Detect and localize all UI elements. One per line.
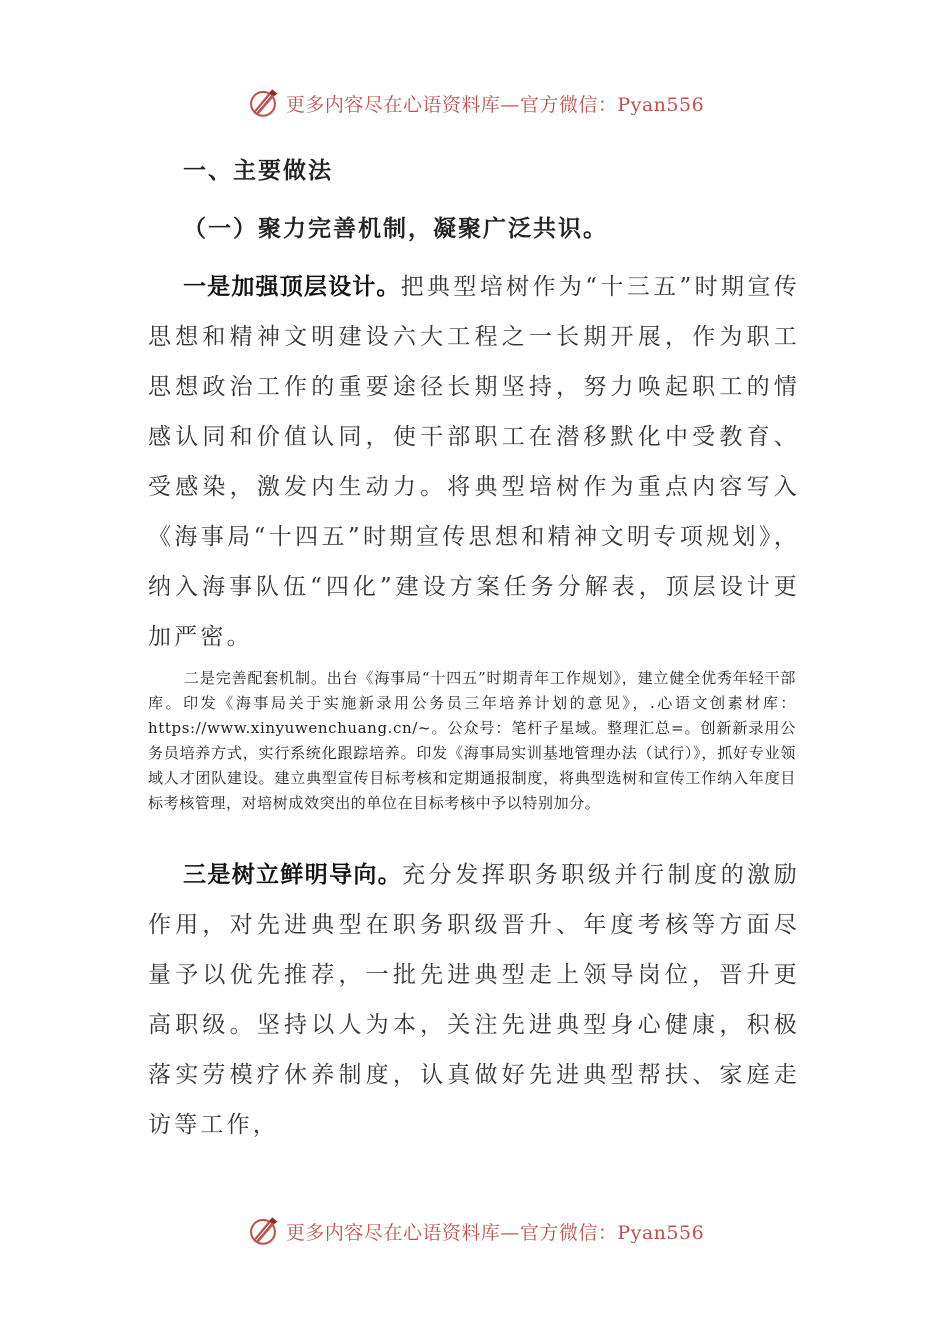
paragraph-lead: 一是加强顶层设计。: [183, 273, 401, 300]
pen-nib-logo-icon: [246, 1214, 280, 1248]
paragraph-supporting-mechanism: 二是完善配套机制。出台《海事局“十四五”时期青年工作规划》，建立健全优秀年轻干部库。印发《海事局关于实施新录用公务员三年培养计划的意见》，.心语文创素材库：https://www.xinyuwenchuang.cn/~。公众号：笔杆子星域。整理汇总=。创新新录用公务员培养方式，实行系统化跟踪培养。印发《海事局实训基地管理办法（试行）》，抓好专业领域人才团队建设。建立典型宣传目标考核和定期通报制度，将典型选树和宣传工作纳入年度目标考核管理，对培树成效突出的单位在目标考核中予以特别加分。: [148, 669, 796, 812]
paragraph-top-level-design: [148, 262, 800, 662]
paragraph-lead: 三是树立鲜明导向。: [183, 861, 403, 888]
header-banner-text: 更多内容尽在心语资料库—官方微信：Pyan556: [285, 93, 705, 116]
header-banner: [0, 83, 950, 123]
paragraph-body: 把典型培树作为“十三五”时期宣传思想和精神文明建设六大工程之一长期开展，作为职工思想政治工作的重要途径长期坚持，努力唤起职工的情感认同和价值认同，使干部职工在潜移默化中受教育、受感染，激发内生动力。将典型培树作为重点内容写入《海事局“十四五”时期宣传思想和精神文明专项规划》，纳入海事队伍“四化”建设方案任务分解表，顶层设计更加严密。: [148, 274, 801, 650]
section-heading: 一、主要做法: [183, 157, 333, 184]
paragraph-clear-guidance: [148, 850, 800, 1150]
footer-banner: [0, 1211, 950, 1251]
pen-nib-logo-icon: [246, 86, 280, 120]
subsection-heading: （一）聚力完善机制，凝聚广泛共识。: [183, 215, 608, 242]
paragraph-body: 充分发挥职务职级并行制度的激励作用，对先进典型在职务职级晋升、年度考核等方面尽量予以优先推荐，一批先进典型走上领导岗位，晋升更高职级。坚持以人为本，关注先进典型身心健康，积极落实劳模疗休养制度，认真做好先进典型帮扶、家庭走访等工作，: [148, 862, 801, 1138]
footer-banner-text: 更多内容尽在心语资料库—官方微信：Pyan556: [285, 1221, 705, 1244]
